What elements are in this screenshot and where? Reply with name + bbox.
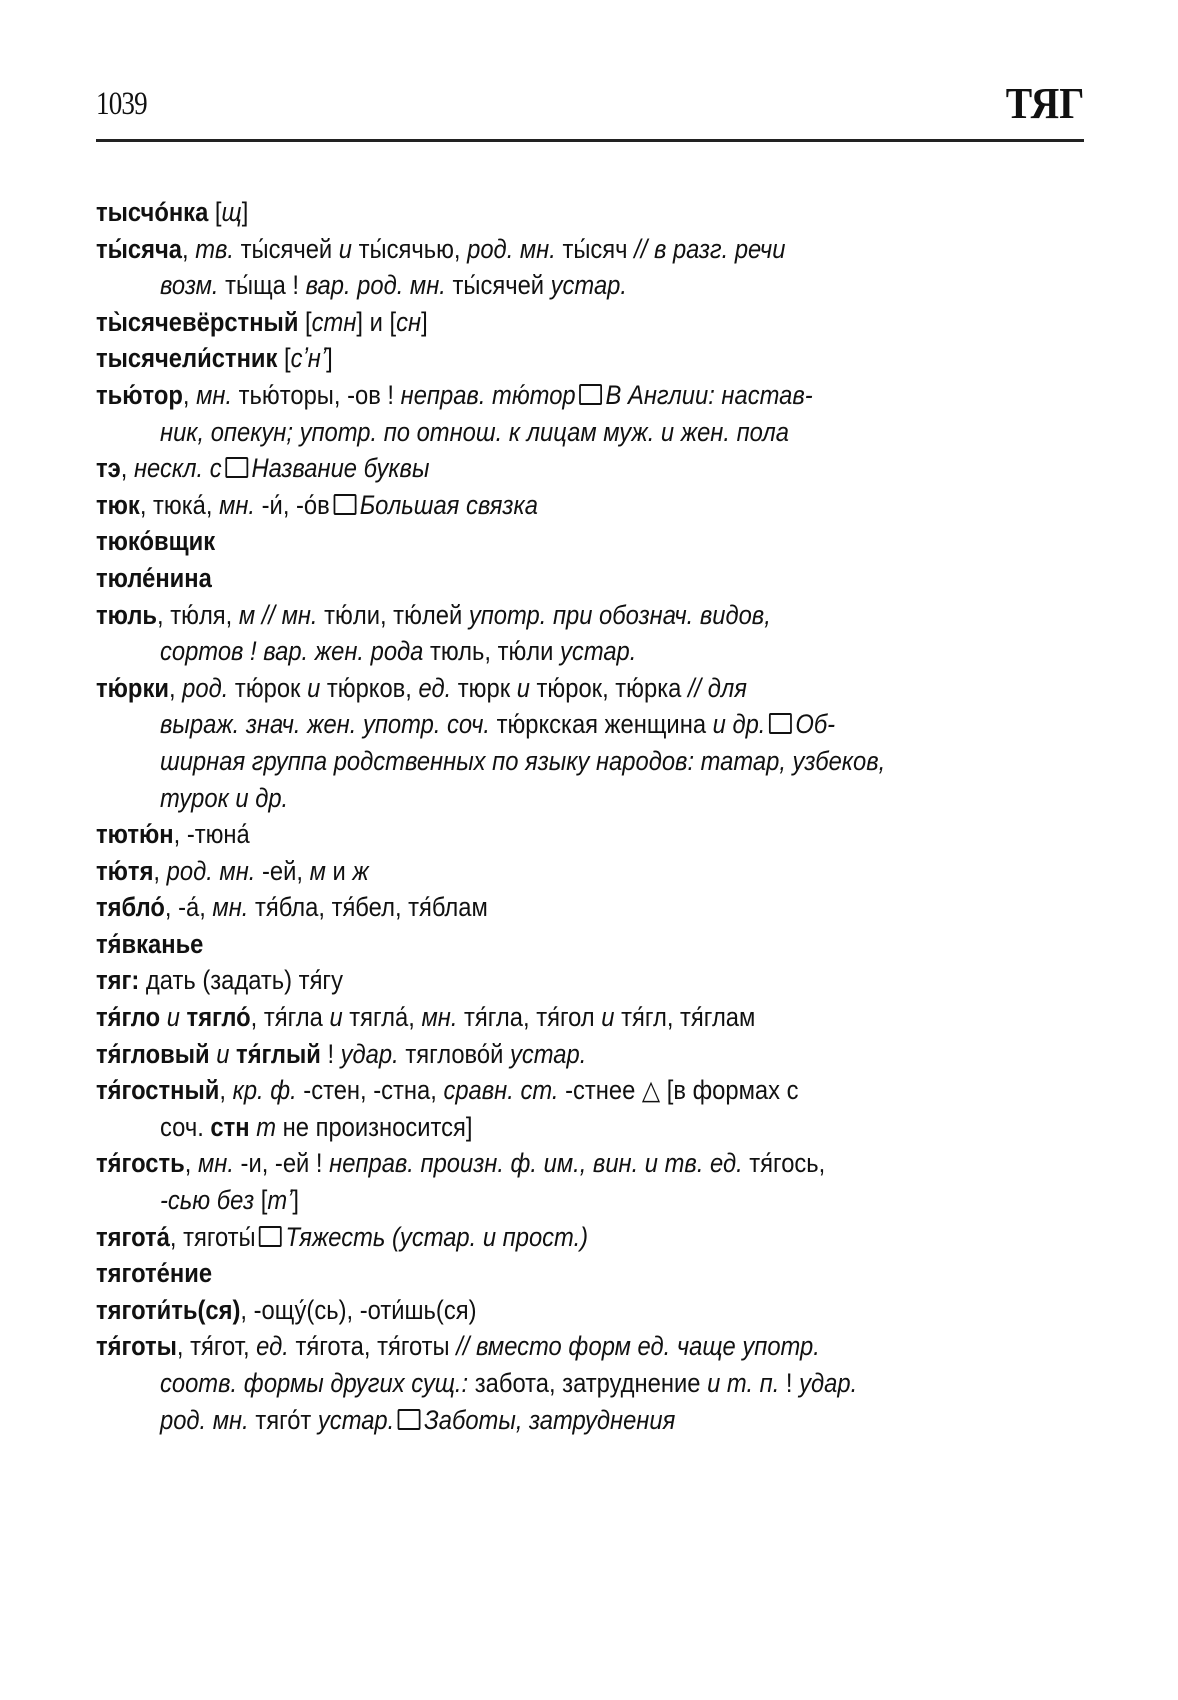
- dictionary-entry: [96, 231, 1084, 304]
- open-square-icon: [259, 1226, 282, 1247]
- entry-headline: [96, 340, 1084, 377]
- entry-text: не произносится]: [276, 1111, 473, 1142]
- entry-text: тю́рок, тю́рка: [529, 672, 688, 703]
- entry-text: тяглово́й: [398, 1038, 511, 1069]
- entry-text: ,: [184, 1148, 198, 1179]
- entry-text: ]: [241, 197, 249, 227]
- entry-text: -стен, -стна,: [296, 1075, 444, 1106]
- entry-text: тяго́т: [248, 1404, 318, 1435]
- grammar-note: род.: [182, 672, 229, 703]
- entry-headline: [96, 450, 1084, 487]
- grammar-note: Об-: [795, 709, 836, 740]
- grammar-note: Название буквы: [251, 453, 430, 484]
- dictionary-entry: [96, 1036, 1084, 1073]
- grammar-note: устар.: [317, 1404, 395, 1435]
- entry-text: ты́сячей: [445, 270, 551, 301]
- grammar-note: // для: [687, 672, 747, 703]
- grammar-note: удар.: [340, 1038, 399, 1069]
- dictionary-entry: [96, 962, 1084, 999]
- entry-headline: [96, 889, 1084, 926]
- grammar-note: ед.: [256, 1331, 289, 1362]
- headword: тю́тя: [96, 855, 154, 886]
- page-number: 1039: [96, 86, 147, 122]
- headword: тя́гость: [96, 1148, 185, 1179]
- entry-text: ты́сяч: [555, 233, 635, 264]
- entry-headline: [96, 1145, 1084, 1182]
- grammar-note: -сью без: [160, 1185, 255, 1216]
- entry-continuation: [128, 706, 1084, 743]
- grammar-note: ширная группа родственных по языку народов: татар, узбеков,: [160, 745, 886, 776]
- entry-text: соч.: [160, 1111, 211, 1142]
- grammar-note: кр. ф.: [232, 1075, 297, 1106]
- entry-text: , тя́гла: [250, 1002, 330, 1033]
- headword: тэ: [96, 453, 121, 484]
- headword: тысчóнка: [96, 197, 209, 227]
- dictionary-entry: [96, 999, 1084, 1036]
- entry-text: , тюка́,: [139, 489, 220, 520]
- grammar-note: устар.: [510, 1038, 587, 1069]
- entry-text: , тю́ля,: [157, 599, 239, 630]
- entry-text: тью́торы, -ов !: [232, 379, 401, 410]
- grammar-note: вар. род. мн.: [305, 270, 446, 301]
- dictionary-entry: [96, 1292, 1084, 1329]
- grammar-note: и: [307, 672, 321, 703]
- open-square-icon: [769, 713, 792, 734]
- grammar-note: и: [601, 1002, 615, 1033]
- headword: тюк: [96, 489, 140, 520]
- entry-text: забота, затруднение: [468, 1368, 708, 1398]
- entry-text: тя́гл, тя́глам: [614, 1002, 756, 1033]
- entry-text: тюль, тю́ли: [423, 636, 561, 667]
- entry-headline: [96, 1292, 1084, 1329]
- entry-text: и: [325, 855, 353, 886]
- grammar-note: ед.: [418, 672, 452, 703]
- dictionary-entry: [96, 1219, 1084, 1256]
- headword: тя́гло: [96, 1002, 161, 1033]
- entry-text: -и, -ей !: [233, 1148, 330, 1179]
- dictionary-entry: [96, 487, 1084, 524]
- headword: тяготи́ть(ся): [96, 1294, 241, 1325]
- grammar-note: употр. при обознач. видов,: [468, 599, 771, 630]
- entry-text: тя́гось,: [742, 1148, 826, 1179]
- entry-headline: [96, 560, 1084, 597]
- entry-headline: [96, 487, 1084, 524]
- grammar-note: тʼ: [267, 1185, 293, 1216]
- entry-text: ,: [168, 672, 183, 703]
- grammar-note: сн: [396, 306, 422, 337]
- open-square-icon: [398, 1409, 421, 1430]
- headword: тю́рки: [96, 672, 169, 703]
- headword: тя́вканье: [96, 928, 204, 959]
- entry-text: тягла́,: [342, 1002, 422, 1033]
- headword-variant: тягло́: [186, 1002, 251, 1033]
- dictionary-entry: [96, 523, 1084, 560]
- entry-text: , -тюна́: [173, 819, 250, 850]
- entry-continuation: [128, 780, 1084, 817]
- grammar-note: м: [309, 855, 326, 886]
- grammar-note: щ: [221, 197, 242, 227]
- entry-continuation: [128, 1365, 1084, 1402]
- entry-text: тю́рок: [228, 672, 308, 703]
- entry-continuation: [128, 1182, 1084, 1219]
- entry-headline: [96, 1072, 1084, 1109]
- entry-text: [: [214, 197, 222, 227]
- entry-continuation: [128, 414, 1084, 451]
- entry-text: ,: [182, 379, 197, 410]
- dictionary-entry: [96, 560, 1084, 597]
- entry-continuation: [128, 1109, 1084, 1146]
- entry-text: ]: [421, 306, 428, 337]
- grammar-note: мн.: [212, 892, 249, 923]
- entry-text: тюрк: [451, 672, 517, 703]
- page-header: [96, 78, 1084, 138]
- grammar-note: сʼнʼ: [290, 343, 327, 374]
- headword: тя́гловый: [96, 1038, 210, 1069]
- dictionary-entry: [96, 304, 1084, 341]
- entry-headline: [96, 304, 1084, 341]
- dictionary-entry: [96, 1328, 1084, 1438]
- dictionary-entry: [96, 450, 1084, 487]
- entry-text: тя́гота, тя́готы: [288, 1331, 457, 1362]
- entry-text: ты́ща !: [218, 270, 306, 301]
- dictionary-entry: [96, 597, 1084, 670]
- entry-headline: [96, 670, 1084, 707]
- grammar-note: соотв. формы других сущ.:: [160, 1368, 469, 1398]
- headword: тюль: [96, 599, 158, 630]
- grammar-note: неправ. произн. ф. им., вин. и тв. ед.: [329, 1148, 743, 1179]
- grammar-note: и: [216, 1038, 230, 1069]
- grammar-note: стн: [311, 306, 357, 337]
- running-head: ТЯГ: [1005, 79, 1084, 128]
- headword: тягота́: [96, 1221, 170, 1252]
- grammar-note: Большая связка: [359, 489, 538, 520]
- entry-text: ]: [292, 1185, 300, 1216]
- grammar-note: и т. п.: [707, 1368, 780, 1398]
- dictionary-entry: [96, 889, 1084, 926]
- headword: тью́тор: [96, 379, 183, 410]
- entry-text: тю́ркская женщина: [489, 709, 713, 740]
- entry-text: ] и [: [356, 306, 397, 337]
- grammar-note: турок и др.: [160, 782, 289, 813]
- entry-text: -ей,: [255, 855, 310, 886]
- entry-continuation: [128, 1402, 1084, 1439]
- entry-text: ,: [120, 453, 134, 484]
- entry-text: [: [254, 1185, 268, 1216]
- entry-text: , тя́гот,: [176, 1331, 257, 1362]
- entry-text: тю́ли, тю́лей: [317, 599, 469, 630]
- grammar-note: тв.: [195, 233, 235, 264]
- entry-text: [: [298, 306, 312, 337]
- headword: тяг:: [96, 965, 140, 996]
- entry-text: ты́сячей: [234, 233, 339, 264]
- entry-headline: [96, 377, 1084, 414]
- grammar-note: выраж. знач. жен. употр. соч.: [160, 709, 490, 740]
- grammar-note: В Англии: настав-: [605, 379, 813, 410]
- grammar-note: мн.: [197, 1148, 234, 1179]
- entry-headline: [96, 1036, 1084, 1073]
- entry-headline: [96, 999, 1084, 1036]
- entry-text: , тяготы́: [169, 1221, 256, 1252]
- entry-headline: [96, 816, 1084, 853]
- dictionary-entry: [96, 377, 1084, 450]
- entry-text: ,: [153, 855, 167, 886]
- headword: ты́сяча: [96, 233, 183, 264]
- grammar-note: и: [329, 1002, 343, 1033]
- dictionary-entry: [96, 340, 1084, 377]
- headword: тя́готы: [96, 1331, 177, 1362]
- entry-text: тя́бла, тя́бел, тя́блам: [248, 892, 488, 923]
- entry-text: ,: [182, 233, 196, 264]
- entry-headline: [96, 926, 1084, 963]
- grammar-note: // вместо форм ед. чаще употр.: [456, 1331, 820, 1362]
- entry-text: тю́рков,: [320, 672, 419, 703]
- dictionary-entry: [96, 926, 1084, 963]
- entry-continuation: [128, 743, 1084, 780]
- entry-headline: [96, 523, 1084, 560]
- grammar-note: и др.: [712, 709, 766, 740]
- grammar-note: мн.: [421, 1002, 458, 1033]
- entry-headline: [96, 194, 1084, 231]
- entry-text: дать (задать) тя́гу: [139, 965, 343, 996]
- entry-text: ,: [219, 1075, 233, 1106]
- grammar-note: род. мн.: [166, 855, 256, 886]
- grammar-note: мн.: [196, 379, 233, 410]
- entry-text: !: [779, 1368, 800, 1398]
- grammar-note: Заботы, затруднения: [424, 1404, 676, 1435]
- grammar-note: и: [338, 233, 353, 264]
- dictionary-entry: [96, 194, 1084, 231]
- entry-headline: [96, 1328, 1084, 1365]
- entry-text: , -ощу́(сь), -оти́шь(ся): [240, 1294, 477, 1325]
- entry-continuation: [128, 633, 1084, 670]
- grammar-note: неправ. тю́тор: [400, 379, 576, 410]
- entry-headline: [96, 231, 1084, 268]
- grammar-note: устар.: [560, 636, 637, 667]
- entry-headline: [96, 597, 1084, 634]
- grammar-note: и: [516, 672, 530, 703]
- entry-text: , -а́,: [164, 892, 213, 923]
- grammar-note: устар.: [550, 270, 627, 301]
- grammar-note: т: [256, 1111, 277, 1142]
- open-square-icon: [333, 494, 356, 515]
- headword: тютю́н: [96, 819, 174, 850]
- headword: тяготе́ние: [96, 1258, 213, 1289]
- entry-text: тя́гла, тя́гол: [457, 1002, 602, 1033]
- entry-headline: [96, 1219, 1084, 1256]
- entry-text: [: [277, 343, 291, 374]
- grammar-note: ж: [352, 855, 369, 886]
- dictionary-entry: [96, 1255, 1084, 1292]
- headword: тябло́: [96, 892, 165, 923]
- headword-variant: тя́глый: [236, 1038, 321, 1069]
- headword: ты̀сячевёрстный: [96, 306, 299, 337]
- headword: тя́гостный: [96, 1075, 220, 1106]
- entry-headline: [96, 1255, 1084, 1292]
- grammar-note: сравн. ст.: [443, 1075, 559, 1106]
- entry-text: ]: [326, 343, 333, 374]
- grammar-note: удар.: [799, 1368, 858, 1398]
- headword: тюле́нина: [96, 562, 212, 593]
- open-square-icon: [225, 457, 248, 478]
- grammar-note: м // мн.: [238, 599, 318, 630]
- grammar-note: ник, опекун; употр. по отнош. к лицам муж. и жен. пола: [160, 416, 789, 447]
- headword: тюко́вщик: [96, 526, 216, 557]
- grammar-note: Тяжесть (устар. и прост.): [285, 1221, 589, 1252]
- entry-headline: [96, 962, 1084, 999]
- grammar-note: род. мн.: [467, 233, 556, 264]
- grammar-note: // в разг. речи: [634, 233, 786, 264]
- grammar-note: мн.: [219, 489, 256, 520]
- entry-text: !: [320, 1038, 341, 1069]
- headword: тысячели́стник: [96, 343, 278, 374]
- headword-variant: стн: [210, 1111, 250, 1142]
- entry-text: -стнее △ [в формах с: [558, 1075, 799, 1106]
- grammar-note: сортов ! вар. жен. рода: [160, 636, 424, 667]
- entry-text: -и́, -о́в: [255, 489, 330, 520]
- entry-text: ты́сячью,: [352, 233, 468, 264]
- grammar-note: и: [166, 1002, 180, 1033]
- grammar-note: нескл. с: [133, 453, 222, 484]
- dictionary-entry: [96, 670, 1084, 816]
- dictionary-entry: [96, 853, 1084, 890]
- entry-continuation: [128, 267, 1084, 304]
- open-square-icon: [579, 384, 602, 405]
- dictionary-entries: [96, 194, 1084, 1438]
- header-rule: [96, 139, 1084, 142]
- entry-headline: [96, 853, 1084, 890]
- grammar-note: возм.: [160, 270, 219, 301]
- dictionary-entry: [96, 816, 1084, 853]
- dictionary-entry: [96, 1145, 1084, 1218]
- grammar-note: род. мн.: [160, 1404, 249, 1435]
- dictionary-entry: [96, 1072, 1084, 1145]
